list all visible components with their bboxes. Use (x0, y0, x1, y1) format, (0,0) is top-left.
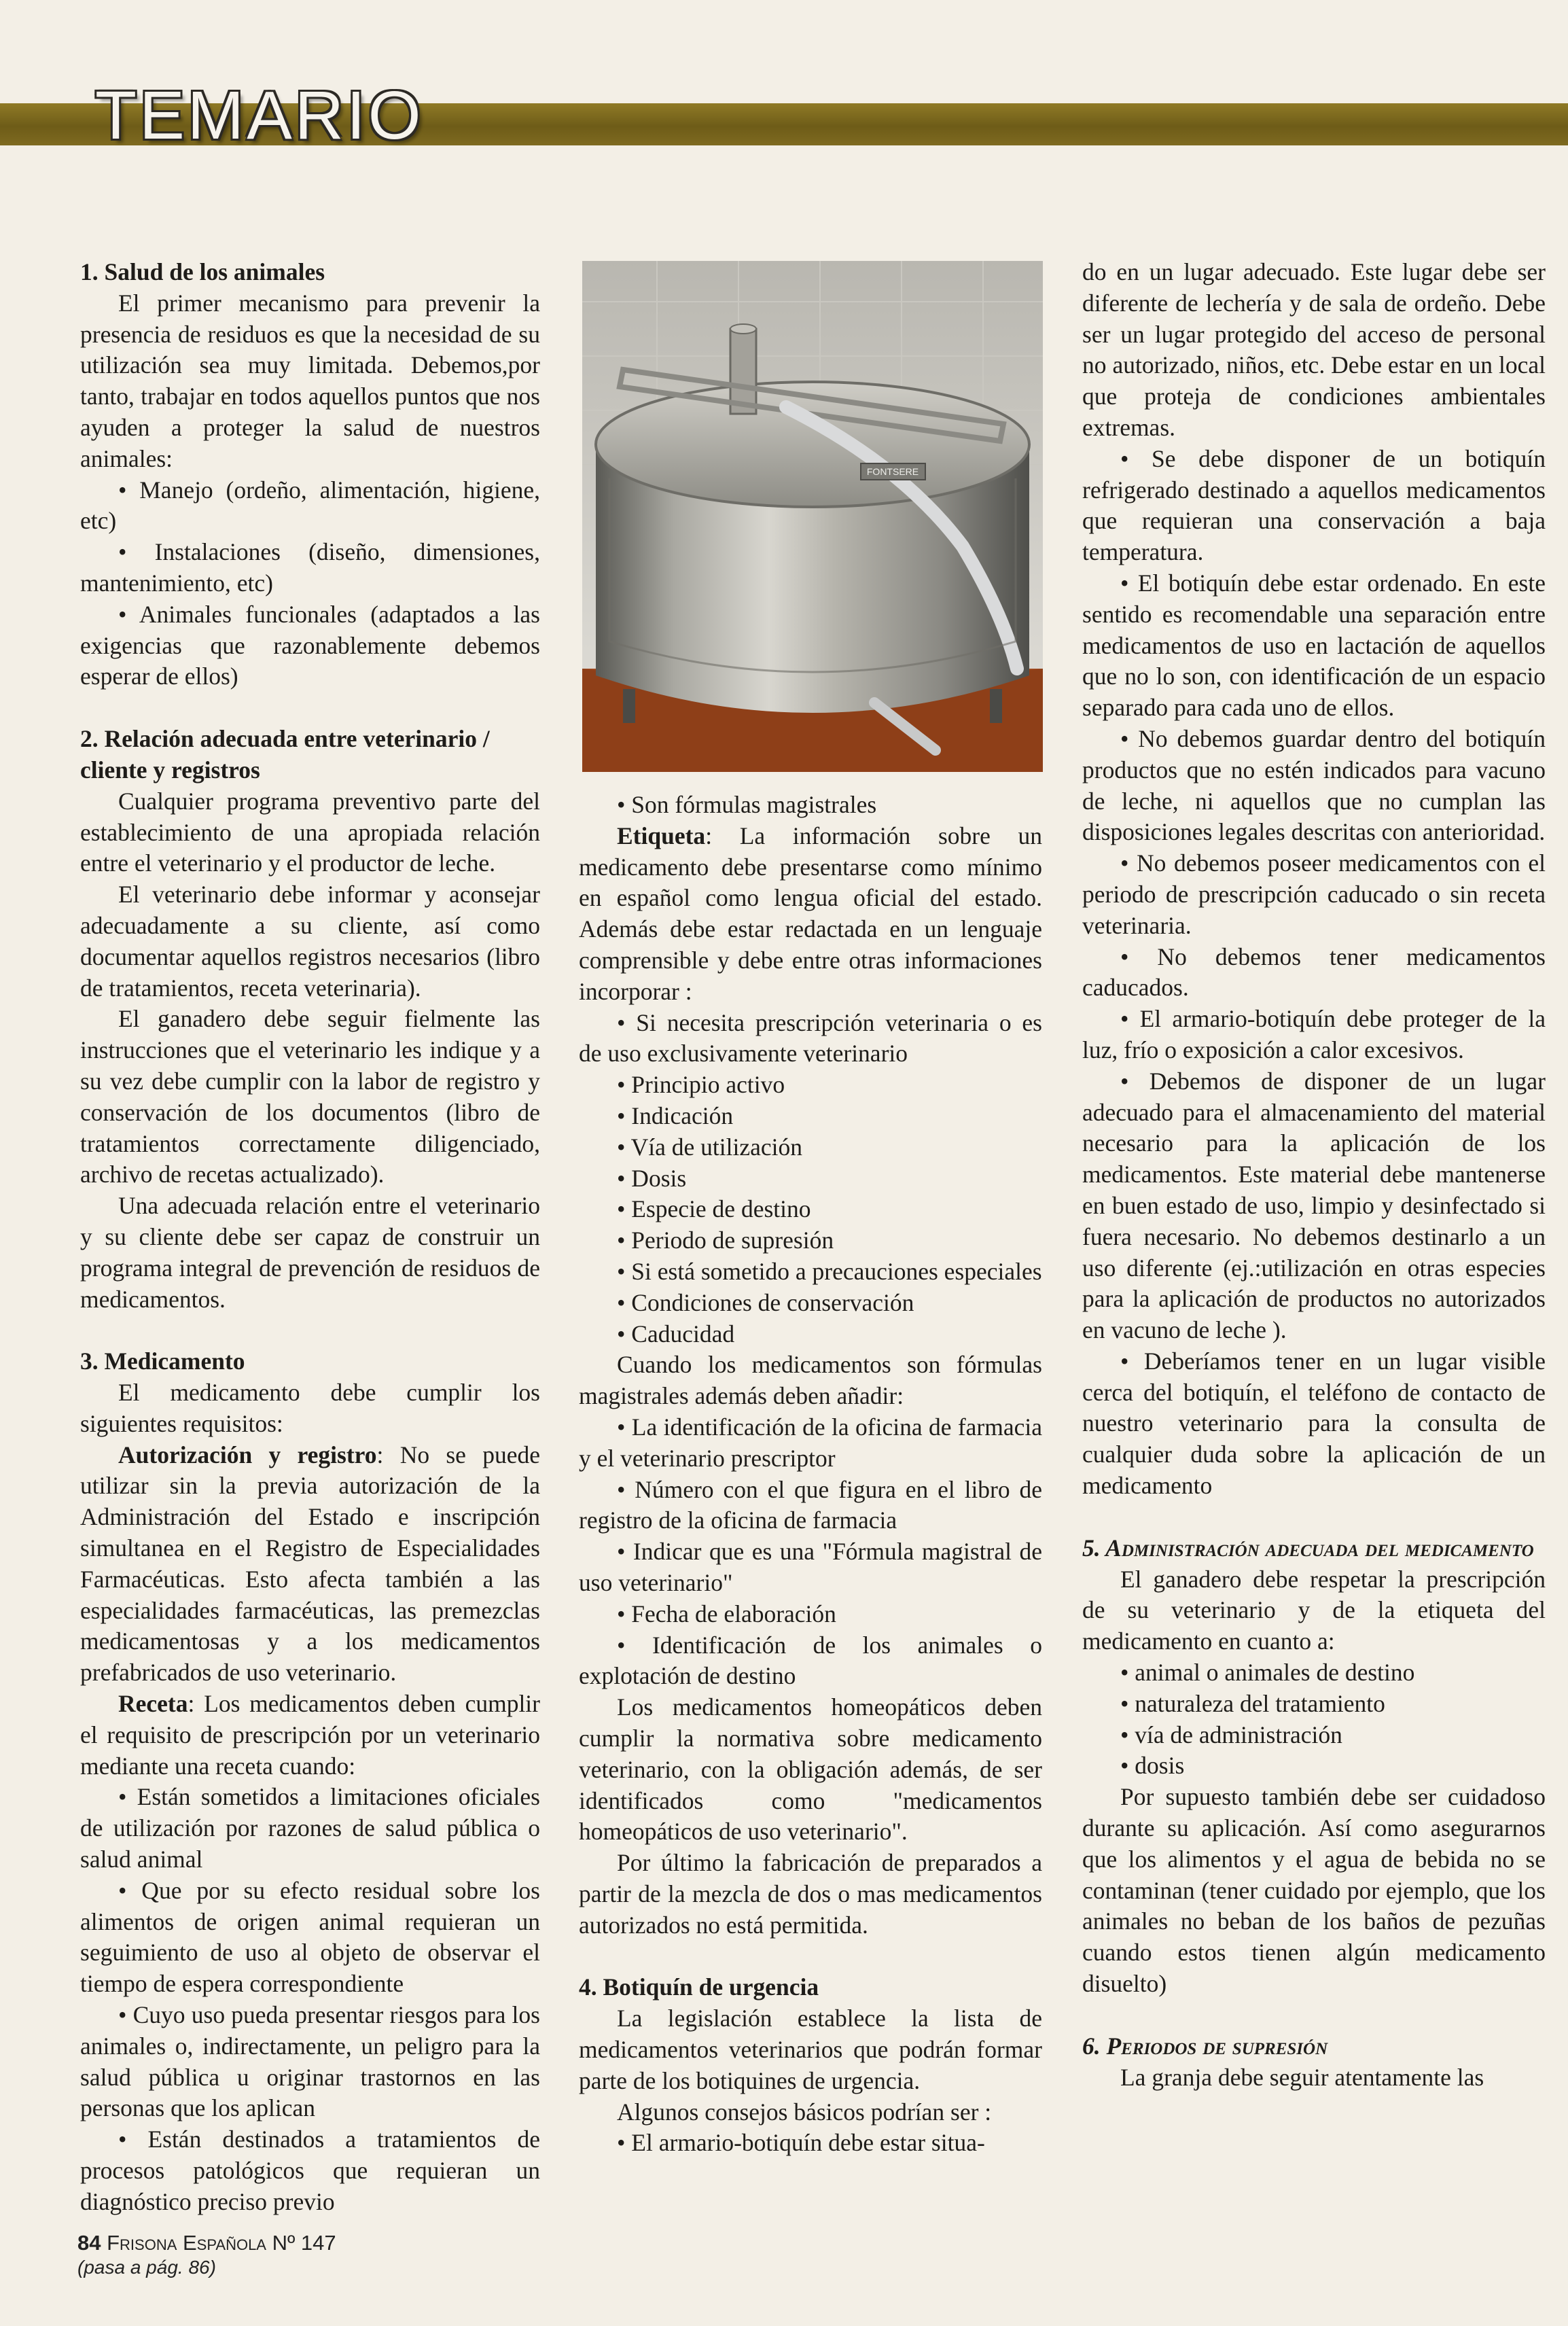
paragraph-text: • El botiquín debe estar ordenado. En este sentido es recomendable una separación entre medicamentos de uso en lactación de aquellos que no lo son, con identificación de un espacio separado para cada uno de ellos. (1082, 569, 1546, 722)
paragraph-text: 1. Salud de los animales (80, 258, 325, 285)
body-paragraph (80, 1377, 540, 1440)
body-paragraph (579, 1008, 1042, 1070)
paragraph-text: • Cuyo uso pueda presentar riesgos para los animales o, indirectamente, un peligro para la salud pública u originar trastornos en las personas que los aplican (80, 2001, 540, 2122)
section-heading (80, 724, 540, 786)
body-paragraph (579, 1350, 1042, 1412)
body-paragraph (1082, 848, 1546, 941)
section-heading (1082, 1533, 1546, 1564)
body-paragraph (80, 1875, 540, 2000)
body-paragraph (579, 1412, 1042, 1475)
paragraph-text: • Identificación de los animales o explotación de destino (579, 1631, 1042, 1690)
body-paragraph (80, 2000, 540, 2124)
paragraph-lead: Receta (118, 1690, 188, 1718)
body-paragraph (80, 1689, 540, 1782)
paragraph-text: • Fecha de elaboración (617, 1600, 836, 1627)
paragraph-text: : No se puede utilizar sin la previa autorización de la Administración del Estado e inscripción simultanea en el Registro de Especialidades Farmacéuticas. Esto afecta también a las especialidades farmacéuticas, las premezclas medicamentosas y a los medicamentos prefabricados de uso veterinario. (80, 1441, 540, 1687)
paragraph-text: • Periodo de supresión (617, 1227, 834, 1254)
paragraph-text: : Los medicamentos deben cumplir el requisito de prescripción por un veterinario mediante una receta cuando: (80, 1690, 540, 1780)
continued-note: (pasa a pág. 86) (77, 2257, 216, 2278)
paragraph-text: • Si necesita prescripción veterinaria o es de uso exclusivamente veterinario (579, 1008, 1042, 1068)
body-paragraph (1082, 568, 1546, 724)
paragraph-text: • El armario-botiquín debe proteger de la luz, frío o exposición a calor excesivos. (1082, 1005, 1546, 1063)
body-paragraph (579, 790, 1042, 821)
body-paragraph (1082, 2062, 1546, 2094)
paragraph-text: • No debemos guardar dentro del botiquín productos que no estén indicados para vacuno de leche, ni aquellos que no cumplan las disposiciones legales descritas con anterioridad. (1082, 724, 1546, 846)
paragraph-text: do en un lugar adecuado. Este lugar debe ser diferente de lechería y de sala de ordeño. Debe ser un lugar protegido del acceso de personal no autorizado, niños, etc. Debe estar en un local que proteja de condiciones ambientales extremas. (1082, 258, 1546, 441)
page-footer (77, 2231, 336, 2280)
paragraph-text: • Son fórmulas magistrales (617, 791, 877, 818)
paragraph-text: El primer mecanismo para prevenir la presencia de residuos es que la necesidad de su utilización sea muy limitada. Debemos,por tanto, trabajar en todos aquellos puntos que nos ayuden a proteger la salud de nuestros animales: (80, 289, 540, 472)
text-column-1 (80, 257, 540, 2218)
text-column-2 (579, 790, 1042, 2159)
paragraph-text: • No debemos tener medicamentos caducados. (1082, 942, 1546, 1002)
body-paragraph (579, 1630, 1042, 1693)
paragraph-text: Por supuesto también debe ser cuidadoso durante su aplicación. Así como asegurarnos que los alimentos y el agua de bebida no se contaminan (tener cuidado por ejemplo, que los animales no beban de los baños de pezuñas cuando estos tienen algún medicamento disuelto) (1082, 1783, 1546, 1998)
paragraph-text: • Si está sometido a precauciones especiales (617, 1257, 1042, 1285)
body-paragraph (80, 1440, 540, 1689)
paragraph-text: El ganadero debe seguir fielmente las instrucciones que el veterinario les indique y a su vez debe cumplir con la labor de registro y conservación de los documentos (libro de tratamientos correctamente diligenciado, archivo de recetas actualizado). (80, 1005, 540, 1188)
body-paragraph (579, 1288, 1042, 1319)
paragraph-text: • animal o animales de destino (1120, 1659, 1415, 1687)
body-paragraph (1082, 1066, 1546, 1346)
paragraph-lead: Autorización y registro (118, 1441, 377, 1468)
section-heading (80, 257, 540, 288)
paragraph-text: Cualquier programa preventivo parte del establecimiento de una apropiada relación entre el veterinario y el productor de leche. (80, 787, 540, 877)
issue-number: Nº 147 (272, 2231, 336, 2255)
body-paragraph (579, 2003, 1042, 2096)
paragraph-text: 4. Botiquín de urgencia (579, 1973, 819, 2001)
body-paragraph (80, 1782, 540, 1875)
body-paragraph (80, 1191, 540, 1315)
paragraph-text: • naturaleza del tratamiento (1120, 1689, 1385, 1717)
paragraph-text: • Animales funcionales (adaptados a las exigencias que razonablemente debemos esperar de ellos) (80, 600, 540, 690)
paragraph-text: Los medicamentos homeopáticos deben cumplir la normativa sobre medicamento veterinario, con la obligación además, de ser identificados como "medicamentos homeopáticos de uso veterinario". (579, 1693, 1042, 1846)
paragraph-text: 6. Periodos de supresión (1082, 2032, 1328, 2060)
body-paragraph (1082, 1689, 1546, 1720)
milk-tank-photo (582, 261, 1043, 772)
body-paragraph (80, 288, 540, 475)
body-paragraph (80, 879, 540, 1004)
body-paragraph (579, 1256, 1042, 1288)
paragraph-text: • Caducidad (617, 1320, 735, 1347)
footer-folio (77, 2231, 336, 2255)
paragraph-text: • Instalaciones (diseño, dimensiones, mantenimiento, etc) (80, 538, 540, 597)
body-paragraph (1082, 1004, 1546, 1066)
paragraph-text: Algunos consejos básicos podrían ser : (617, 2098, 992, 2126)
paragraph-text: • Están destinados a tratamientos de procesos patológicos que requieran un diagnóstico preciso previo (80, 2126, 540, 2215)
body-paragraph (1082, 942, 1546, 1004)
paragraph-text: • El armario-botiquín debe estar situa- (617, 2129, 985, 2157)
body-paragraph (80, 599, 540, 692)
paragraph-text: 3. Medicamento (80, 1347, 245, 1375)
body-paragraph (579, 1163, 1042, 1195)
page-number: 84 (77, 2231, 101, 2255)
brand-label: FONTSERE (866, 466, 919, 477)
paragraph-text: • dosis (1120, 1752, 1185, 1780)
paragraph-text: Por último la fabricación de preparados a partir de la mezcla de dos o mas medicamentos autorizados no está permitida. (579, 1849, 1042, 1939)
paragraph-text: • Se debe disponer de un botiquín refrigerado destinado a aquellos medicamentos que requieran una conservación a baja temperatura. (1082, 444, 1546, 566)
paragraph-text: • Indicar que es una "Fórmula magistral de uso veterinario" (579, 1538, 1042, 1596)
paragraph-lead: Etiqueta (617, 822, 706, 849)
paragraph-text: • Deberíamos tener en un lugar visible cerca del botiquín, el teléfono de contacto de nuestro veterinario para la consulta de cualquier duda sobre la aplicación de un medicamento (1082, 1347, 1546, 1500)
paragraph-text: La granja debe seguir atentamente las (1120, 2063, 1484, 2091)
magazine-name: Frisona Española (107, 2231, 266, 2255)
paragraph-text: • Principio activo (617, 1071, 785, 1099)
body-paragraph (579, 1225, 1042, 1256)
body-paragraph (579, 1070, 1042, 1101)
paragraph-text: El veterinario debe informar y aconsejar adecuadamente a su cliente, así como documentar aquellos registros necesarios (libro de tratamientos, receta veterinaria). (80, 881, 540, 1002)
body-paragraph (80, 537, 540, 599)
paragraph-text: • vía de administración (1120, 1721, 1342, 1748)
paragraph-text: • Están sometidos a limitaciones oficiales de utilización por razones de salud pública o salud animal (80, 1783, 540, 1873)
body-paragraph (1082, 257, 1546, 444)
body-paragraph (1082, 1564, 1546, 1657)
body-paragraph (579, 1101, 1042, 1132)
body-paragraph (579, 1475, 1042, 1537)
paragraph-text: 2. Relación adecuada entre veterinario / cliente y registros (80, 725, 490, 783)
body-paragraph (579, 2128, 1042, 2159)
body-paragraph (579, 1848, 1042, 1941)
body-paragraph (1082, 444, 1546, 568)
section-heading (579, 1972, 1042, 2003)
body-paragraph (579, 1692, 1042, 1848)
text-column-3 (1082, 257, 1546, 2093)
body-paragraph (1082, 1750, 1546, 1782)
paragraph-text: • Vía de utilización (617, 1133, 803, 1161)
body-paragraph (579, 1319, 1042, 1350)
paragraph-text: Cuando los medicamentos son fórmulas magistrales además deben añadir: (579, 1351, 1042, 1410)
section-heading (80, 1346, 540, 1377)
section-title: TEMARIO (95, 77, 424, 154)
body-paragraph (1082, 724, 1546, 848)
paragraph-text: • Que por su efecto residual sobre los alimentos de origen animal requieran un seguimiento de uso al objeto de observar el tiempo de espera correspondiente (80, 1876, 540, 1998)
paragraph-text: 5. Administración adecuada del medicamento (1082, 1534, 1534, 1562)
paragraph-text: • Manejo (ordeño, alimentación, higiene, etc) (80, 476, 540, 535)
paragraph-text: • La identificación de la oficina de farmacia y el veterinario prescriptor (579, 1413, 1042, 1472)
body-paragraph (579, 1194, 1042, 1225)
body-paragraph (1082, 1720, 1546, 1751)
section-heading (1082, 2031, 1546, 2062)
paragraph-text: • Debemos de disponer de un lugar adecuado para el almacenamiento del material necesario para la aplicación de los medicamentos. Este material debe mantenerse en buen estado de uso, limpio y desinfectado si fuera necesario. No debemos destinarlo a un uso diferente (ej.:utilización en otras especies para la aplicación de productos no autorizados en vacuno de leche ). (1082, 1067, 1546, 1344)
body-paragraph (80, 2124, 540, 2217)
paragraph-text: • Indicación (617, 1102, 734, 1129)
body-paragraph (579, 1536, 1042, 1599)
body-paragraph (1082, 1657, 1546, 1689)
body-paragraph (579, 2097, 1042, 2128)
paragraph-text: Una adecuada relación entre el veterinario y su cliente debe ser capaz de construir un programa integral de prevención de residuos de medicamentos. (80, 1192, 540, 1313)
paragraph-text: El ganadero debe respetar la prescripción de su veterinario y de la etiqueta del medicamento en cuanto a: (1082, 1565, 1546, 1655)
paragraph-text: El medicamento debe cumplir los siguientes requisitos: (80, 1379, 540, 1437)
body-paragraph (80, 1004, 540, 1191)
body-paragraph (579, 821, 1042, 1008)
body-paragraph (80, 475, 540, 538)
paragraph-text: : La información sobre un medicamento debe presentarse como mínimo en español como lengua oficial del estado. Además debe estar redactada en un lenguaje comprensible y debe entre otras informaciones incorporar : (579, 822, 1042, 1005)
paragraph-text: • Condiciones de conservación (617, 1288, 914, 1316)
paragraph-text: • Especie de destino (617, 1195, 811, 1223)
paragraph-text: • Dosis (617, 1164, 687, 1192)
paragraph-text: • Número con el que figura en el libro de registro de la oficina de farmacia (579, 1475, 1042, 1534)
paragraph-text: La legislación establece la lista de medicamentos veterinarios que podrán formar parte de los botiquines de urgencia. (579, 2005, 1042, 2094)
body-paragraph (1082, 1346, 1546, 1502)
body-paragraph (579, 1599, 1042, 1630)
paragraph-text: • No debemos poseer medicamentos con el periodo de prescripción caducado o sin receta veterinaria. (1082, 849, 1546, 939)
body-paragraph (1082, 1782, 1546, 2000)
body-paragraph (579, 1132, 1042, 1163)
body-paragraph (80, 786, 540, 879)
